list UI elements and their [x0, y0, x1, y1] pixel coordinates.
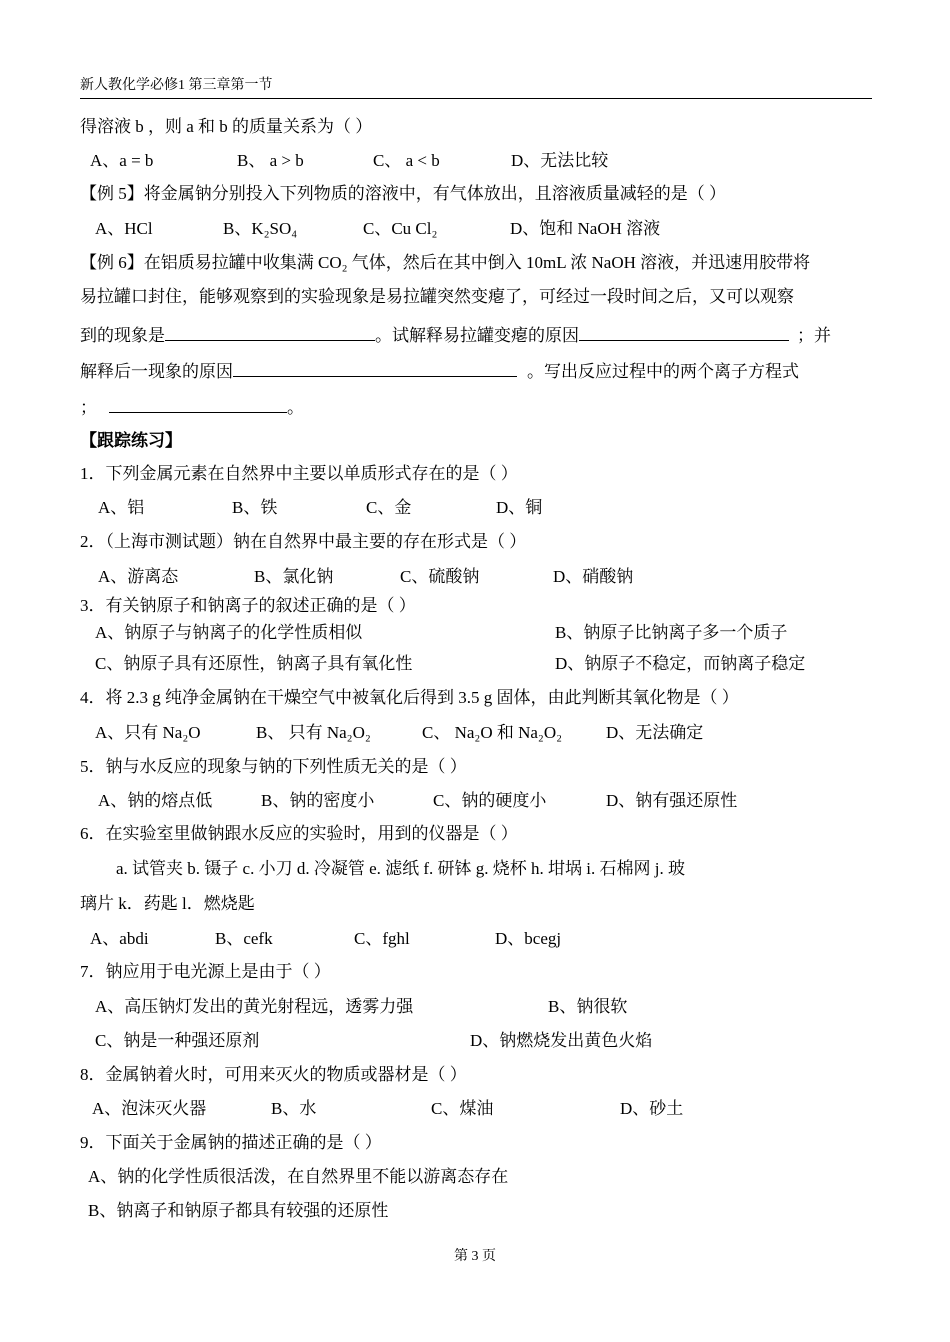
option: B、 只有 Na₂O₂ [256, 723, 371, 742]
option: A、泡沫灭火器 [92, 1099, 207, 1118]
question-stem: 得溶液 b ，则 a 和 b 的质量关系为（ ） [80, 117, 373, 136]
option: B、钠原子比钠离子多一个质子 [555, 623, 788, 642]
option: D、钠原子不稳定，而钠离子稳定 [555, 654, 806, 673]
option: B、氯化钠 [254, 567, 334, 586]
text-segment: 解释后一现象的原因 [80, 362, 233, 381]
option: C、煤油 [431, 1099, 494, 1118]
option: C、金 [366, 498, 412, 517]
item-list: 璃片 k．药匙 l．燃烧匙 [80, 894, 255, 913]
option: B、铁 [232, 498, 278, 517]
option: A、钠的化学性质很活泼，在自然界里不能以游离态存在 [88, 1167, 509, 1186]
option: D、硝酸钠 [553, 567, 634, 586]
option: C、fghl [354, 929, 410, 948]
option: A、游离态 [98, 567, 179, 586]
question-stem: 3．有关钠原子和钠离子的叙述正确的是（ ） [80, 596, 416, 615]
question-stem: 7．钠应用于电光源上是由于（ ） [80, 962, 331, 981]
answer-blank[interactable] [233, 358, 517, 377]
option: D、钠有强还原性 [606, 791, 738, 810]
option: A、钠的熔点低 [98, 791, 213, 810]
text-segment: 。写出反应过程中的两个离子方程式 [527, 362, 799, 381]
text-segment: 到的现象是 [80, 326, 165, 345]
option: A、abdi [90, 929, 149, 948]
option: D、无法比较 [511, 151, 609, 170]
example-6-line: 易拉罐口封住，能够观察到的实验现象是易拉罐突然变瘪了，可经过一段时间之后，又可以观察 [80, 287, 794, 306]
question-stem: 4．将 2.3 g 纯净金属钠在干燥空气中被氧化后得到 3.5 g 固体，由此判断其氧化物是（ ） [80, 688, 739, 707]
text-segment: ； [80, 398, 97, 417]
text-segment: 。试解释易拉罐变瘪的原因 [375, 326, 579, 345]
question-stem: 9．下面关于金属钠的描述正确的是（ ） [80, 1133, 382, 1152]
option: D、钠燃烧发出黄色火焰 [470, 1031, 653, 1050]
text-segment: 。 [287, 398, 304, 417]
option: A、钠原子与钠离子的化学性质相似 [95, 623, 363, 642]
option: A、HCl [95, 219, 153, 238]
option: C、钠原子具有还原性，钠离子具有氧化性 [95, 654, 413, 673]
example-6-line [80, 322, 831, 347]
question-stem: 6．在实验室里做钠跟水反应的实验时，用到的仪器是（ ） [80, 824, 518, 843]
answer-blank[interactable] [109, 394, 287, 413]
option: D、无法确定 [606, 723, 704, 742]
option: C、钠是一种强还原剂 [95, 1031, 260, 1050]
option: C、 a < b [373, 151, 440, 170]
option: B、 a > b [237, 151, 304, 170]
option: A、a = b [90, 151, 154, 170]
page-header: 新人教化学必修1 第三章第一节 [80, 76, 872, 99]
question-stem: 1．下列金属元素在自然界中主要以单质形式存在的是（ ） [80, 464, 518, 483]
option: D、bcegj [495, 929, 562, 948]
option: D、砂土 [620, 1099, 684, 1118]
option: D、饱和 NaOH 溶液 [510, 219, 661, 238]
option: B、钠离子和钠原子都具有较强的还原性 [88, 1201, 389, 1220]
option: A、高压钠灯发出的黄光射程远，透雾力强 [95, 997, 414, 1016]
option: C、Cu Cl₂ [363, 219, 438, 238]
example-5-stem: 【例 5】将金属钠分别投入下列物质的溶液中，有气体放出，且溶液质量减轻的是（ ） [80, 184, 726, 203]
example-6-line [80, 358, 799, 383]
option: C、钠的硬度小 [433, 791, 547, 810]
option: C、 Na₂O 和 Na₂O₂ [422, 723, 563, 742]
text-segment: ；并 [797, 326, 831, 345]
option: B、K₂SO₄ [223, 219, 298, 238]
option: C、硫酸钠 [400, 567, 480, 586]
question-stem: 5．钠与水反应的现象与钠的下列性质无关的是（ ） [80, 757, 467, 776]
section-title: 【跟踪练习】 [80, 431, 182, 450]
question-stem: 8．金属钠着火时，可用来灭火的物质或器材是（ ） [80, 1065, 467, 1084]
answer-blank[interactable] [165, 322, 375, 341]
option: A、只有 Na₂O [95, 723, 201, 742]
option: B、水 [271, 1099, 317, 1118]
option: A、铝 [98, 498, 145, 517]
item-list: a. 试管夹 b. 镊子 c. 小刀 d. 冷凝管 e. 滤纸 f. 研钵 g. 烧杯 h. 坩埚 i. 石棉网 j. 玻 [116, 859, 685, 878]
page-number: 第 3 页 [454, 1249, 496, 1264]
example-6-line: 【例 6】在铝质易拉罐中收集满 CO₂ 气体，然后在其中倒入 10mL 浓 NaOH 溶液，并迅速用胶带将 [80, 253, 811, 272]
option: B、钠的密度小 [261, 791, 375, 810]
option: D、铜 [496, 498, 543, 517]
question-stem: 2．（上海市测试题）钠在自然界中最主要的存在形式是（ ） [80, 532, 527, 551]
option: B、cefk [215, 929, 273, 948]
answer-blank[interactable] [579, 322, 789, 341]
option: B、钠很软 [548, 997, 628, 1016]
example-6-line [80, 394, 304, 419]
